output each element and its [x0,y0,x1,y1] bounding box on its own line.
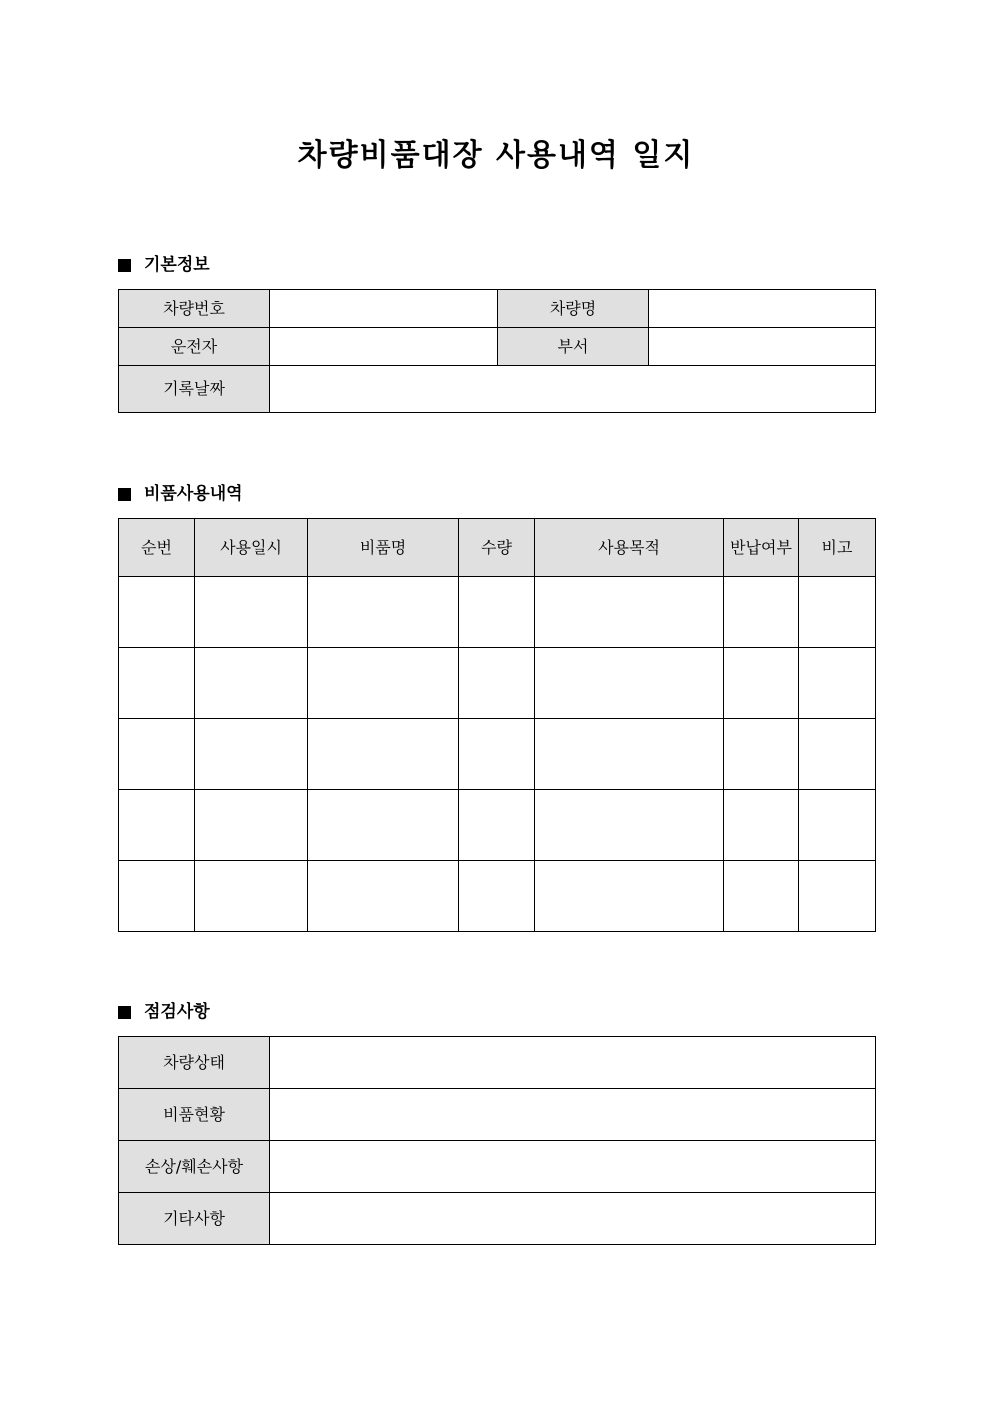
table-cell[interactable] [459,861,535,932]
table-cell[interactable] [799,790,876,861]
section-heading-label: 비품사용내역 [144,484,243,504]
table-row [119,1037,876,1089]
table-cell[interactable] [459,790,535,861]
other-notes-field[interactable] [270,1193,876,1245]
table-cell[interactable] [724,790,799,861]
table-cell[interactable] [195,719,308,790]
column-header-returned: 반납여부 [724,519,799,577]
page-title: 차량비품대장 사용내역 일지 [297,138,695,173]
section-heading-usage [118,482,243,506]
table-cell[interactable] [308,719,459,790]
table-cell[interactable] [724,861,799,932]
table-cell[interactable] [308,790,459,861]
department-label: 부서 [498,328,649,366]
square-bullet-icon [118,259,131,272]
square-bullet-icon [118,1006,131,1019]
table-cell[interactable] [119,790,195,861]
section-heading-label: 점검사항 [144,1002,210,1022]
column-header-seq: 순번 [119,519,195,577]
table-cell[interactable] [119,577,195,648]
usage-table [118,518,876,932]
table-header-row [119,519,876,577]
table-cell[interactable] [799,719,876,790]
section-heading-label: 기본정보 [144,255,210,275]
damage-label: 손상/훼손사항 [119,1141,270,1193]
table-cell[interactable] [535,577,724,648]
column-header-purpose: 사용목적 [535,519,724,577]
driver-field[interactable] [270,328,498,366]
table-row [119,648,876,719]
table-cell[interactable] [459,648,535,719]
record-date-field[interactable] [270,366,876,413]
table-row [119,1193,876,1245]
basic-info-table [118,289,876,413]
equipment-status-label: 비품현황 [119,1089,270,1141]
table-row [119,577,876,648]
table-row [119,719,876,790]
table-cell[interactable] [119,648,195,719]
section-heading-inspection [118,1000,210,1024]
section-heading-basic-info [118,253,210,277]
damage-field[interactable] [270,1141,876,1193]
table-cell[interactable] [308,861,459,932]
table-cell[interactable] [799,577,876,648]
vehicle-name-field[interactable] [649,290,876,328]
table-cell[interactable] [724,648,799,719]
vehicle-number-label: 차량번호 [119,290,270,328]
table-cell[interactable] [459,577,535,648]
vehicle-condition-label: 차량상태 [119,1037,270,1089]
table-cell[interactable] [724,577,799,648]
table-cell[interactable] [459,719,535,790]
table-cell[interactable] [195,648,308,719]
department-field[interactable] [649,328,876,366]
record-date-label: 기록날짜 [119,366,270,413]
table-row [119,328,876,366]
table-cell[interactable] [308,577,459,648]
table-cell[interactable] [195,861,308,932]
table-cell[interactable] [119,719,195,790]
equipment-status-field[interactable] [270,1089,876,1141]
column-header-quantity: 수량 [459,519,535,577]
table-cell[interactable] [308,648,459,719]
table-cell[interactable] [119,861,195,932]
vehicle-condition-field[interactable] [270,1037,876,1089]
table-row [119,366,876,413]
inspection-table [118,1036,876,1245]
table-row [119,790,876,861]
driver-label: 운전자 [119,328,270,366]
square-bullet-icon [118,488,131,501]
column-header-remarks: 비고 [799,519,876,577]
table-cell[interactable] [535,861,724,932]
vehicle-name-label: 차량명 [498,290,649,328]
table-cell[interactable] [195,790,308,861]
table-row [119,290,876,328]
table-row [119,1089,876,1141]
table-cell[interactable] [535,790,724,861]
table-row [119,861,876,932]
table-cell[interactable] [195,577,308,648]
table-cell[interactable] [535,719,724,790]
table-cell[interactable] [799,861,876,932]
table-cell[interactable] [799,648,876,719]
other-notes-label: 기타사항 [119,1193,270,1245]
table-cell[interactable] [724,719,799,790]
vehicle-number-field[interactable] [270,290,498,328]
table-cell[interactable] [535,648,724,719]
column-header-item-name: 비품명 [308,519,459,577]
column-header-datetime: 사용일시 [195,519,308,577]
table-row [119,1141,876,1193]
